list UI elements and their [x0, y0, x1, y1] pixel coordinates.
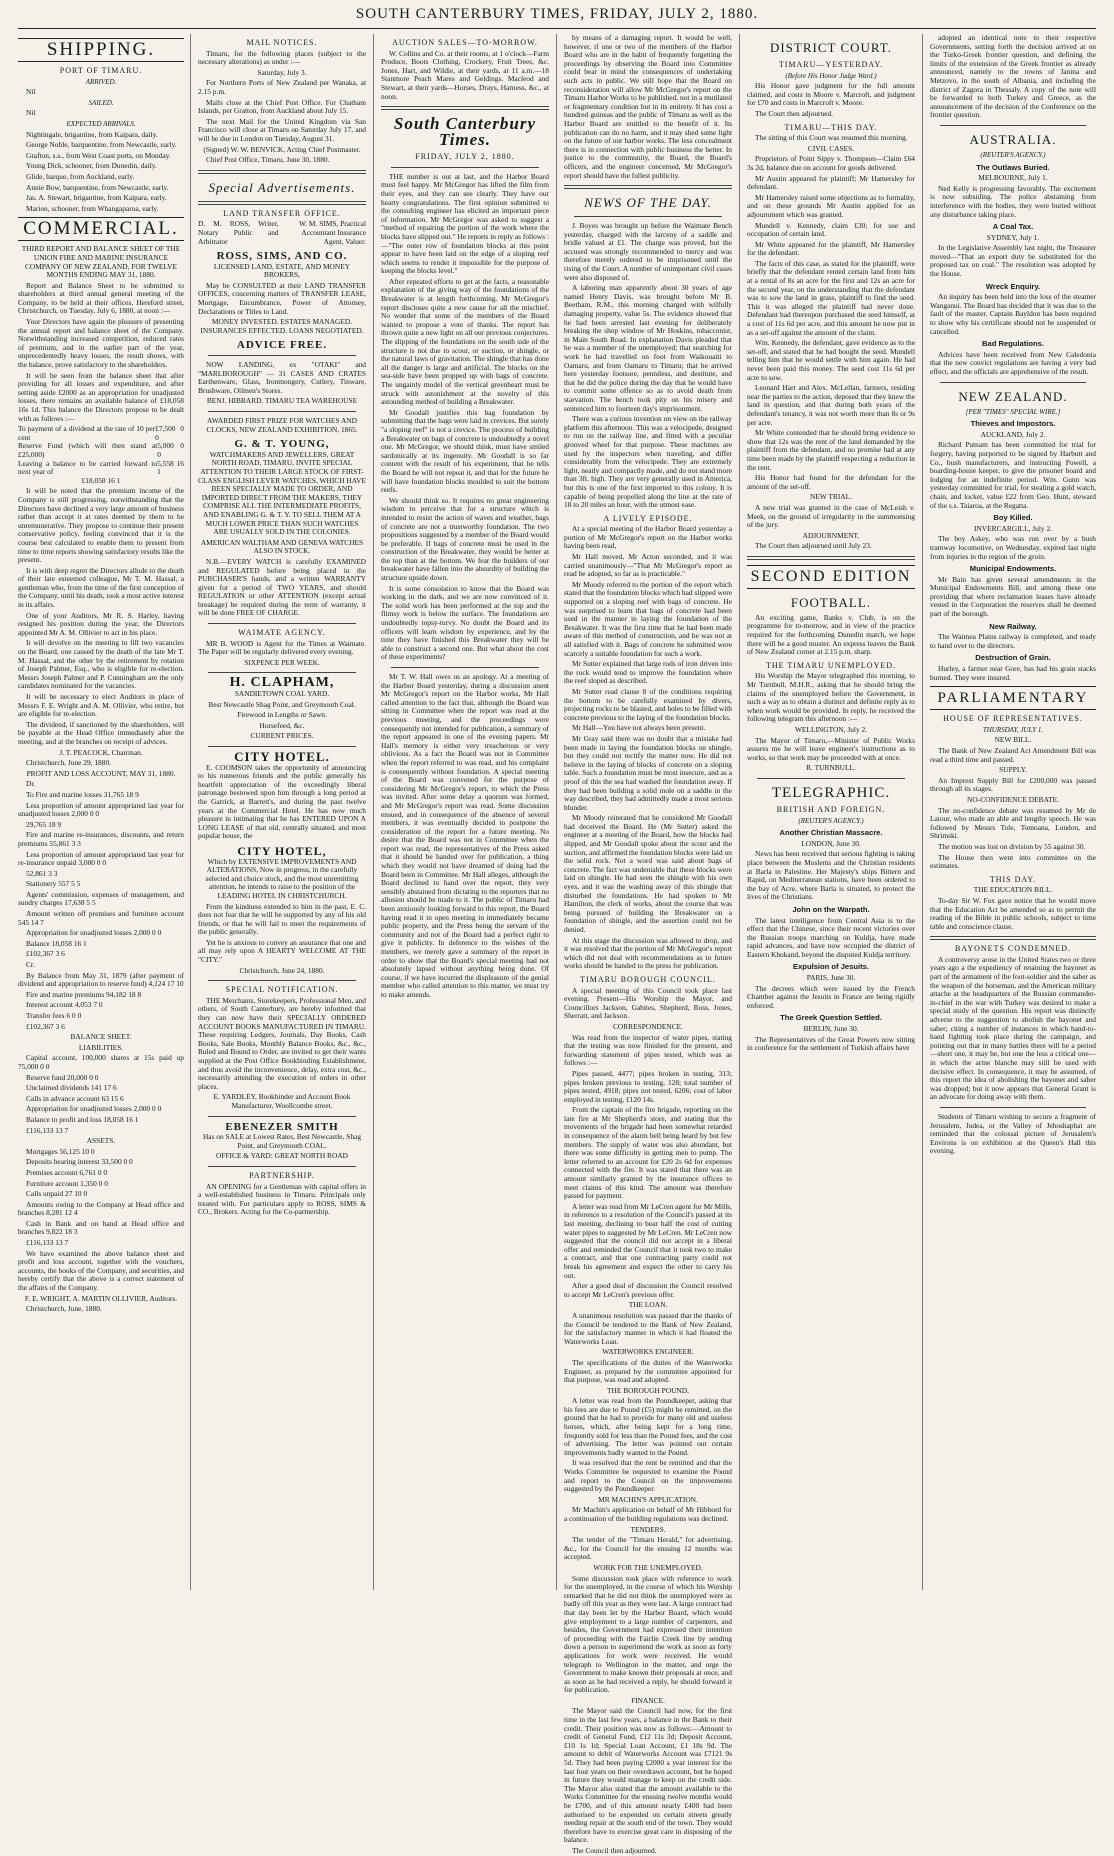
lively-item: Mr Hall moved, Mr Acton seconded, and it was carried unanimously—"That Mr McGregor's report as read be adopted, so far as is practicable."	[564, 552, 732, 579]
mail-line: Saturday, July 3.	[257, 67, 307, 77]
coal-tax-heading: A Coal Tax.	[992, 222, 1034, 232]
council-item: The Council then adjourned.	[572, 1845, 657, 1855]
adjournment-label: ADJOURNMENT.	[802, 530, 860, 540]
port-heading: PORT OF TIMARU.	[59, 66, 143, 75]
this-day-heading: THIS DAY.	[989, 874, 1037, 884]
thieves-heading: Thieves and Impostors.	[970, 419, 1056, 429]
mail-heading: MAIL NOTICES.	[246, 38, 318, 47]
divider	[391, 667, 539, 668]
smith-text: Has on SALE at Lowest Rates, Best Newcastle, Shag Point, and Greymouth COAL.	[202, 1132, 362, 1150]
bayonets-heading: BAYONETS CONDEMNED.	[954, 944, 1072, 954]
liab-line: Unclaimed dividends 141 17 6	[26, 1083, 117, 1093]
new-zealand-heading: NEW ZEALAND.	[958, 388, 1068, 404]
report-title: THIRD REPORT AND BALANCE SHEET OF THE UNION FIRE AND MARINE INSURANCE COMPANY OF NEW ZEALAND, FOR TWELVE MONTHS ENDING MAY 31, 1880.	[21, 244, 181, 280]
civil-item: The facts of this case, as stated for the plaintiff, were briefly that the defendant rented certain land from him at a rental of 8s an acre for the first and 12s an acre for the second year, on the understanding that the defendant was to sow the land in grass, plaintiff to find the seed. This it was alleged the plaintiff had never done. Defendant had thereupon purchased the seed himself, at a cost of 11s 6d per acre, and this amount he now put in as a set-off against the amount of the claim.	[747, 258, 915, 337]
liabilities-label: LIABILITIES.	[78, 1042, 124, 1052]
auction-text: W. Collins and Co. at their rooms, at 1 o'clock—Farm Produce, Boots Clothing, Crockery, Fruit Trees, &c. Jones, Hart, and Wildie, at their yards, at 11 a.m.—18 Stanmore Peach Mares and Geldings. Macleod and Stewart, at their yards—Horses, Drays, Harness, &c., at noon.	[381, 48, 549, 101]
council-item: The specifications of the duties of the Waterworks Engineer, as prepared by the committee appointed for that purpose, was read and adopted.	[564, 1357, 732, 1385]
lively-item: Mr Sutter read clause 8 of the conditions requiring the bottom to be carefully examined by divers, projecting rocks to be blasted, and holes to be filled with concrete previous to the laying of the foundation blocks.	[564, 686, 732, 722]
municipal-heading: Municipal Endowments.	[969, 564, 1057, 574]
civil-item: His Honor had found for the defendant for the amount of the set-off.	[747, 473, 915, 491]
adjournment-text: The Court then adjourned until July 23.	[755, 541, 872, 551]
city-text: From the kindness extended to him in the past, E. C. does not fear that he will be supported by any of his old friends, or that he will fail to meet the requirements of the public generally.	[198, 901, 366, 937]
divider	[208, 746, 356, 747]
railway-text: The Waimea Plains railway is completed, and ready to hand over to the directors.	[930, 632, 1096, 650]
mail-line: (Signed) W. W. BENVICK, Acting Chief Postmaster.	[203, 144, 361, 154]
auditors-note: We have examined the above balance sheet and profit and loss account, together with the vouchers, accounts, the books of the Company, and securities, and hereby certify that the above is a correct statement of the affairs of the Company.	[18, 1248, 184, 1293]
coal-text: In the Legislative Assembly last night, the Treasurer moved—"That an export duty be substituted for the proposed tax on coal." The resolution was adopted by the House.	[930, 243, 1096, 279]
dateline: BERLIN, June 30.	[803, 1024, 859, 1034]
lively-item: Mr Sutter explained that large rods of iron driven into the rock would tend to improve the foundation where the reef sloped as described.	[564, 659, 732, 686]
civil-item: Mr White contended that he should bring evidence to show that 12s was the rent of the land demanded by the plaintiff from the defendant, and no promise had at any time been made by the plaintiff respecting a reduction in the rent.	[747, 428, 915, 472]
pl-line: Fire and marine re-insurances, discounts, and return premiums 55,861 3 3	[18, 830, 184, 848]
clapham-title: H. CLAPHAM,	[229, 675, 335, 691]
council-sub: WATERWORKS ENGINEER.	[602, 1347, 694, 1357]
asset-line: Furniture account 1,350 0 0	[26, 1178, 108, 1188]
city-hotel-title-2: CITY HOTEL,	[237, 843, 327, 858]
court-item: The Court then adjourned.	[755, 108, 833, 118]
boy-killed-heading: Boy Killed.	[993, 513, 1033, 523]
column-2	[198, 34, 366, 1594]
commercial-heading: COMMERCIAL.	[18, 217, 184, 241]
municipal-text: Mr Bain has given several amendments in the Municipal Endowments Bill, and among these one providing that where reclamation leases have already vested in the Corporation the reserves shall be deemed part of the borough.	[930, 574, 1096, 619]
ledger-line: To payment of a dividend at the rate of 10 per cent £7,500 0 0	[18, 424, 184, 442]
clapham-text: Best Newcastle Shag Point, and Greymouth Coal.	[208, 699, 356, 709]
editorial-paragraph: THE number is out at last, and the Harbor Board must feel happy. Mr McGregor has lifted the film from their eyes, and they can see clearly. They have our hearty congratulations. The first opinion submitted to the consulting engineer has elicited an important piece of information. Mr McGregor was asked to suggest a "method of repairing the portion of the work where the blocks have slipped out." He reports in reply as follows :—"The outer row of foundation blocks at this point appear to have been laid on the edge of a sloping reef which seems to render it impossible for the purpose of keeping the blocks level."	[381, 171, 549, 276]
mail-line: Mails close at the Chief Post Office. For Chatham Islands, per Gratton, from Auckland about July 15.	[198, 97, 366, 116]
paper-title: South Canterbury Times.	[393, 114, 537, 150]
parliamentary-heading: PARLIAMENTARY	[930, 686, 1096, 710]
divider	[208, 355, 356, 356]
lively-heading: A LIVELY EPISODE.	[603, 513, 693, 523]
parl-text: The motion was lost on division by 55 against 30.	[938, 841, 1086, 851]
dateline: SYDNEY, July 1.	[986, 232, 1040, 242]
council-sub: CORRESPONDENCE.	[612, 1021, 684, 1031]
pl-title: PROFIT AND LOSS ACCOUNT, MAY 31, 1880.	[26, 768, 176, 778]
bayonets-text: A controversy arose in the United States two or three years ago a the expediency of retaining the bayonet as part of the armament of the foot-soldier and the saber as the weapon of the horseman, and the American military attache at the headquarters of the Russian commander-in-chief in the war with Turkey was desired to make a special study of the question. His report was distinctly adverse to the suggestion to abolish the bayonet and saber; citing a number of instances in which hand-to-hand fighting took place during the campaign, and pointing out that in many battles there will be a period—short one, it may be, but one the less a critical one—in which the arme blanche may still be used with decisive effect. In consequence, it may be assumed, of this report the idea of abolishing the bayonet and saber was dropped; but it now appears that General Grant is an advocate for doing away with them.	[930, 954, 1096, 1102]
firewood: Firewood in Lengths or Sawn.	[237, 710, 327, 720]
news-item: There was a curious invention on view on the railway platform this afternoon. This was a velocipede, designed to run on the railway line, and fitted with a peculiar grooved wheel for that purpose. These machines are used by the inspectors when traveling, and differ considerably from the velocipede. They are extremely light, neatly and compactly made, and do not stand more than 3ft. high. They are very generally used in America, but this is one of the first imported to this colony. It is capable of being propelled along the line at the rate of 18 to 20 miles an hour, with the utmost ease.	[564, 414, 732, 510]
auction-heading: AUCTION SALES—TO-MORROW.	[392, 38, 538, 47]
ledger-line: Reserve Fund (which will then stand at £25,000) 5,000 0 0	[18, 441, 184, 459]
unemployed-text: WELLINGTON, July 2.	[794, 725, 868, 734]
british-foreign-heading: BRITISH AND FOREIGN.	[776, 804, 886, 814]
asset-line: Premises account 6,761 0 0	[26, 1167, 108, 1177]
parl-text: An Imprest Supply Bill for £200,000 was passed through all its stages.	[930, 775, 1096, 794]
ross-partners: D. M. ROSS, Writer, Notary Public and Arbitrator W. M. SIMS, Practical Accountant Insurance Agent, Valuer.	[198, 219, 366, 246]
report-paragraph: One of your Auditors, Mr R. S. Harley, having resigned his position during the year, the Directors appointed Mr A. M. Ollivier to act in his place.	[18, 610, 184, 637]
civil-item: Leonard Hart and Alex. McLellan, farmers, residing near the parties to the action, deposed that they knew the land in question, and that during both years of the defendant's tenancy, it was not worth more than 8s or 9s per acre.	[747, 383, 915, 427]
arrival-item: George Noble, barquentine, from Newcastle, early.	[26, 140, 177, 150]
column-6	[930, 34, 1096, 1594]
hall-remark: Mr Hall—You have not always been present.	[572, 723, 706, 733]
chairman-sign: J. T. PEACOCK, Chairman.	[59, 747, 143, 757]
parl-text: The Bank of New Zealand Act Amendment Bill was read a third time and passed.	[930, 746, 1096, 764]
divider	[198, 201, 366, 205]
jesuits-text: The decrees which were issued by the French Chamber against the Jesuits in France are being rigidly enforced.	[747, 983, 915, 1010]
cr-line: Transfer fees 6 0 0	[26, 1011, 82, 1020]
divider	[208, 980, 356, 981]
grain-heading: Destruction of Grain.	[975, 653, 1051, 663]
liab-line: Balance to profit and loss 18,058 16 1	[26, 1114, 139, 1124]
divider	[747, 556, 915, 560]
smith-title: EBENEZER SMITH	[225, 1120, 339, 1133]
civil-cases-label: CIVIL CASES.	[807, 143, 855, 153]
council-sub: FINANCE.	[631, 1695, 665, 1705]
arrival-item: Glide, barque, from Auckland, early.	[26, 171, 135, 181]
unemployed-text: His Worship the Mayor telegraphed this morning, to Mr Turnbull, M.H.R., asking that he should bring the claims of the unemployed before the Government, in such a way as to obtain a distinct and definite reply as to when work would be provided. In reply, he received the following telegram this afternoon :—	[747, 671, 915, 724]
council-sub: TENDERS.	[630, 1524, 666, 1534]
grain-text: Hurley, a farmer near Gore, has had his grain stacks burned. They were insured.	[930, 664, 1096, 682]
cr-line: Fire and marine premiums 94,182 18 8	[26, 989, 142, 999]
unemployed-heading: THE TIMARU UNEMPLOYED.	[765, 660, 897, 670]
bad-regulations-heading: Bad Regulations.	[981, 339, 1045, 349]
sailed-nil: Nil	[26, 108, 36, 118]
divider	[208, 1116, 356, 1117]
australia-heading: AUSTRALIA.	[969, 131, 1057, 147]
council-item: A letter was read from the Poundkeeper, asking that his fees are due to Pound (£5) might be remitted, on the ground that he had to provide for many old and useless horses, which, after being kept for a long time, frequently sold for less than the Pound fees, and the cost of advertising. The letter was pointed out certain improvements badly wanted to the Pound.	[564, 1396, 732, 1457]
ross-foot: MONEY INVESTED. ESTATES MANAGED. INSURANCES EFFECTED. LOANS NEGOTIATED.	[200, 317, 364, 335]
masthead-rule	[18, 28, 1096, 29]
new-trial-text: A new trial was granted in the case of McLeish v. Meek, on the ground of irregularity in the summonsing of the jury.	[747, 502, 915, 530]
reuter-label: (REUTER'S AGENCY.)	[980, 150, 1046, 159]
arrival-item: Grafton, s.s., from West Coast ports, on Monday.	[26, 150, 171, 160]
civil-item: Mr White appeared for the plaintiff, Mr Hamersley for the defendant.	[747, 239, 915, 258]
unemployed-text: R. TURNBULL.	[806, 763, 856, 773]
editorial-paragraph: We should think so. It requires no great engineering wisdom to perceive that for a structure which is intended to resist the action of waves and weather, bags of concrete are not a trustworthy foundation. The two propositions suggested by a member of the Board would be preferable. If bags of concrete must be used in the construction of the Breakwater, they would be better at the top than at the bottom. We fear the builders of our breakwater have fallen into the absurdity of building the structure upside down.	[381, 495, 549, 583]
arrived-label: ARRIVED.	[85, 77, 117, 86]
council-sub: WORK FOR THE UNEMPLOYED.	[593, 1562, 703, 1572]
divider	[940, 382, 1086, 383]
awarded-ad: AWARDED FIRST PRIZE FOR WATCHES AND CLOCKS, NEW ZEALAND EXHIBITION, 1865.	[206, 416, 358, 434]
arrived-nil: Nil	[26, 87, 36, 97]
divider	[757, 778, 905, 779]
column-rule	[373, 34, 374, 1590]
pl-line: £102,367 3 6	[26, 949, 65, 959]
dateline: LONDON, June 30.	[801, 838, 861, 848]
section-label: SUPPLY.	[999, 765, 1027, 775]
wreck-text: An inquiry has been held into the loss of the steamer Wanganui. The Board has decided that it was due to the fault of the master. Captain Bayldon has been required to show why his certificate should not be suspended or cancelled.	[930, 292, 1096, 336]
asset-line: Deposits bearing interest 33,500 0 0	[26, 1157, 133, 1167]
editorial-continued: by means of a damaging report. It would be well, however, if one or two of the members of the Harbor Board who are in the habit of frequently forgetting the proceedings by observing the Board into Committee could bear in mind the consequences of undertaking such acts in public. We still hope that the Board on reconsideration will allow Mr McGregor's report on the Timaru Harbor Works to be published, not in a mutilated or fragmentary condition but in its entirety. It has cost a hundred guineas and the public of Timaru as well as the Harbor Board are entitled to the benefit of it. Its publication can do no harm, and it may shed some light on the future of our harbor works. The less concealment there is in connection with public business the better. In justice to the community, the Board, the Board's officers, and the engineer concerned, Mr McGregor's report should have the fullest publicity.	[564, 33, 732, 180]
ledger-line: Leaving a balance to be carried forward to next year of 5,558 16 1	[18, 458, 184, 477]
editorial-paragraph: After repeated efforts to get at the facts, a reasonable explanation of the giving way of the foundations of the Breakwater is at length forthcoming. Mr McGregor's report discloses quite a new cause for all the mischief. No wonder that some of the members of the Board wanted to propose a vote of thanks. The report has thrown quite a new light on all our previous conjectures. The slipping of the foundations on the south side of the structure is not due to scour, or suction, or shingle, or the natural laws of gravitation. The shingle that has done all the danger is large and artificial. The blocks on the sea-side have been propped up with bags of concrete. The ungainly model of the vertical greenheart must be struck with astonishment at the novelty of this astounding method of building a Breakwater.	[381, 276, 549, 407]
arrival-item: Nightingale, brigantine, from Kaipara, daily.	[26, 129, 158, 139]
second-edition-heading: SECOND EDITION	[747, 565, 915, 589]
wreck-heading: Wreck Enquiry.	[985, 281, 1041, 291]
railway-heading: New Railway.	[989, 621, 1037, 631]
lively-item: At a special meeting of the Harbor Board yesterday a portion of Mr McGregor's report on the Harbor works having been read,	[564, 524, 732, 551]
dateline: MELBOURNE, July 1.	[978, 173, 1048, 183]
paper-dateline: FRIDAY, JULY 2, 1880.	[415, 152, 515, 162]
news-item: J. Boyes was brought up before the Waimate Bench yesterday, charged with the larceny of a saddle and bridle valued at £1. The charge was proved, but the accused was strongly recommended to mercy and was therefore merely ordered to be imprisoned until the rising of the Court. A number of unimportant civil cases were also disposed of.	[564, 221, 732, 282]
yardley-sign: E. YARDLEY, Bookbinder and Account Book Manufacturer, Woollcombe street.	[213, 1092, 351, 1110]
smith-office: OFFICE & YARD: GREAT NORTH ROAD	[216, 1151, 348, 1161]
auditors-sign: F. E. WRIGHT, A. MARTIN OLLIVIER, Auditors.	[24, 1293, 178, 1303]
report-paragraph: It is with deep regret the Directors allude to the death of their late esteemed colleague, Mr T. M. Hassal, a gentleman who, from the time of the first conception of the Company, until his death, took a most active interest in its affairs.	[18, 565, 184, 610]
report-paragraph: It will be necessary to elect Auditors in place of Messrs F. E. Wright and A. M. Ollivier, who retire, but are eligible for re-election.	[18, 692, 184, 719]
civil-item: Mr Hamersley raised some objections as to formality, and on these grounds Mr Austin applied for an adjournment which was granted.	[747, 192, 915, 219]
council-sub: MR MACHIN'S APPLICATION.	[598, 1494, 698, 1504]
parl-text: The no-confidence debate was resumed by Mr de Latour, who made an able and lengthy speech. He was followed by Messrs Tole, Tomoana, Lundon, and Shrimski.	[930, 805, 1096, 841]
city-text: Yet he is anxious to convey an assurance that one and all may rely upon A HEARTY WELCOME AT THE "CITY."	[198, 937, 366, 965]
news-item: A laboring man apparently about 30 years of age named Henry Davis, was brought before Mr B. Beetham, R.M., this morning charged with wilfully damaging property, value 5s. The evidence showed that he had been arrested last evening for deliberately breaking the shop window of Mr Hoskins, tobacconist, in Main South Road. In explanation Davis pleaded that he was a member of the unemployed; that searching for work he had travelled on foot from Waikouaiti to Oamaru, and from Oamaru to Timaru; that he arrived here yesterday footsore, penniless, and destitute, and that he did the police during the day that he would have to commit some offence so as to avoid death from starvation. The bench took pity on his misery and sentenced him to fourteen day's imprisonment.	[564, 283, 732, 413]
jerusalem-notice: Students of Timaru wishing to secure a fragment of Jerusalem, Judea, or the Valley of Jehoshaphat are reminded that the colossal picture of Jerusalem's Environs is on exhibition at the Queen's Hall this evening.	[930, 1111, 1096, 1156]
mail-line: For Northern Ports of New Zealand per Wanaka, at 2.15 p.m.	[198, 78, 366, 96]
ross-sims-title: ROSS, SIMS, AND CO.	[216, 250, 348, 263]
report-paragraph: Your Directors have again the pleasure of presenting the annual report and balance sheet of the Company. Notwithstanding increased competition, reduced rates of premium, and in the earlier part of the year, unprecedentedly heavy losses, the result shows, with the balance, prove satisfactory to the shareholders.	[18, 317, 184, 370]
pl-line: Dr.	[26, 779, 36, 789]
editorial-paragraph: It is some consolation to know that the Board was working in the dark, and we are now convinced of it. The solid work has been performed at the top and the flimsy work is below the surface. The foundations are undoubtedly topsy-turvy. No doubt the Board and its officers will learn wisdom by experience, and by the time they have finished this Breakwater they will be able to construct a second one. But what about the cost of these experiments?	[381, 583, 549, 662]
pl-line: Stationery 557 5 5	[26, 879, 81, 889]
section-label: NO-CONFIDENCE DEBATE.	[967, 794, 1059, 804]
expected-label: EXPECTED ARRIVALS.	[66, 119, 136, 128]
court-item: The sitting of this Court was resumed this morning.	[755, 133, 908, 143]
divider	[208, 411, 356, 412]
mail-line: Timaru, for the following places (subject to the necessary alterations) as under :—	[198, 48, 366, 67]
civil-item: Mr Austin appeared for plaintiff; Mr Hamersley for defendant.	[747, 173, 915, 192]
football-heading: FOOTBALL.	[790, 594, 872, 610]
outlaws-text: Ned Kelly is progressing favorably. The excitement is now subsiding. The police abstaining from interference with the bodies, they were buried without any disturbance taking place.	[930, 183, 1096, 219]
timaru-this-day: TIMARU—THIS DAY.	[784, 122, 878, 132]
pl-line: Less proportion of amount appropriated last year for unadjusted losses 2,000 0 0	[18, 800, 184, 819]
report-paragraph: Mr Moody reiterated that he considered Mr Goodall had deceived the Board. He (Mr Sutter) asked the engineer at a meeting of the Board, how the blocks had slipped, and Mr Goodall spoke about the scour and the suction, and affirmed the foundation blocks were laid on the solid rock. Not a word was said about bags of concrete. The fact was undeniable that these blocks were laid on shingle. He had seen the shingle with his own eyes, and it was the washing away of this shingle that disturbed the foundations. He had spoken to Mr Hamilton, the clerk of works, about the course that was being pursued of building the Breakwater on a foundation of shingle, and the assertion could not be denied.	[564, 813, 732, 934]
outlaws-heading: The Outlaws Buried.	[976, 162, 1050, 172]
council-item: A special meeting of this Council took place last evening. Present—His Worship the Mayor, and Councillors Jackson, Gabites, Shepherd, Ross, Jones, Sherratt, and Jackson.	[564, 985, 732, 1021]
unemployed-text: The Mayor of Timaru,—Minister of Public Works assures me he will leave engineer's instructions as to works, so that work may be proceeded with at once.	[747, 735, 915, 762]
masthead: SOUTH CANTERBURY TIMES, FRIDAY, JULY 2, 1880.	[355, 6, 759, 22]
partnership-text: AN OPENING for a Gentleman with capital offers in a well-established business in Timaru. Principals only treated with. For particulars apply to ROSS, SIMS & CO., Brokers. Acting for the Co-partnership.	[198, 1181, 366, 1217]
civil-item: Mundell v. Kennedy, claim £30; for use and occupation of certain land.	[747, 220, 915, 239]
horsefeed: Horsefeed, &c.	[259, 720, 305, 730]
reuter-label: (REUTER'S AGENCY.)	[798, 816, 864, 825]
young-text: WATCHMAKERS AND JEWELLERS, GREAT NORTH ROAD, TIMARU, INVITE SPECIAL ATTENTION TO THEIR LARGE STOCK OF FIRST-CLASS ENGLISH LEVER WATCHES, WHICH HAVE BEEN SPECIALLY MADE TO ORDER, AND IMPORTED DIRECT FROM THE MAKERS, THEY COMPRISE ALL THE INTERMEDIATE PROFITS, AND ENABLING G. & T. Y. TO SELL THEM AT A MUCH LOWER PRICE THAN SUCH WATCHES ARE USUALLY SOLD IN THE COLONIES.	[198, 449, 366, 537]
american-watches: AMERICAN WALTHAM AND GENEVA WATCHES ALSO IN STOCK.	[200, 537, 364, 556]
assets-label: ASSETS.	[86, 1136, 116, 1146]
arrival-item: Annie Bow, barquentine, from Newcastle, early.	[26, 182, 169, 192]
pl-line: To Fire and marine losses 31,765 18 9	[26, 789, 139, 799]
section-label: THE EDUCATION BILL.	[973, 885, 1053, 895]
pl-line: 52,861 3 3	[26, 868, 58, 878]
dateline: AUCKLAND, July 2.	[980, 429, 1046, 439]
massacre-text: News has been received that serious fighting is taking place between the Moslems and the Christian residents at Barla in Palestine. Her Majesty's ships Bittern and Rapid, on Mediterranean stations, have been ordered to the bay of Acre, where Barla is situated, to protect the lives of the Christians.	[747, 849, 915, 902]
cr-line: By Balance from May 31, 1879 (after payment of dividend and appropriation to reserve fund) 4,124 17 10	[18, 970, 184, 989]
column-3	[381, 34, 549, 1594]
divider	[930, 936, 1096, 940]
killed-text: The boy Askey, who was run over by a bush tramway locomotive, on Wednesday, expired last night from injuries in the region of the groin.	[930, 534, 1096, 561]
cr-line: Cr.	[26, 960, 35, 970]
thieves-text: Richard Putnam has been committed for trial for forgery, having purported to be signed by Harbutt and Co., bush manufacturers, and instructing Powell, a boarding-house keeper, to give the prisoner board and lodging for an indefinite period. Wm. Gunn was yesterday committed for trial, for stealing a gold watch, chain, and locket, value £22 from Geo. Hunt, steward of the s.s. Taiaroa, at the Regatta.	[930, 440, 1096, 510]
parl-text: The House then went into committee on the estimates.	[930, 852, 1096, 871]
land-transfer-heading: LAND TRANSFER OFFICE.	[223, 208, 341, 218]
sixpence: SIXPENCE PER WEEK.	[244, 657, 320, 667]
current-prices: CURRENT PRICES.	[250, 731, 314, 741]
civil-item: Proprietors of Point Sippy v. Thompson—Claim £64 3s 2d, balance due on account for goods delivered.	[747, 154, 915, 172]
report-paragraph: At this stage the discussion was allowed to drop, and it was resolved that the portion of Mr McGregor's report which did not deal with recommendations as to future works should be handed to the press for publication.	[564, 935, 732, 971]
warpath-heading: John on the Warpath.	[792, 904, 870, 914]
greek-text: The Representatives of the Great Powers now sitting in conference for the settlement of Turkish affairs have	[747, 1034, 915, 1053]
divider	[208, 1166, 356, 1167]
liab-line: Reserve fund 20,000 0 0	[26, 1072, 99, 1082]
shipping-heading: SHIPPING.	[18, 38, 184, 62]
column-5	[747, 34, 915, 1594]
balance-sheet-title: BALANCE SHEET.	[70, 1032, 132, 1042]
report-paragraph: Report and Balance Sheet to be submitted to shareholders at third annual general meeting of the Company, to be held at their offices, Hereford street, Christchurch, on Tuesday, July 6, 1880, at noon :—	[18, 280, 184, 316]
report-paragraph: It will be seen from the balance sheet that after providing for all losses and expenditure, and after setting aside £2000 as an appropriation for unadjusted losses, there remains an available balance of £18,058 16s 1d. This balance the Directors propose to be dealt with as follows :—	[18, 370, 184, 423]
asset-line: Mortgages 56,125 10 0	[26, 1146, 95, 1156]
partnership-heading: PARTNERSHIP.	[249, 1170, 315, 1180]
special-notification-heading: SPECIAL NOTIFICATION.	[225, 985, 339, 995]
young-nb: N.B.—EVERY WATCH is carefully EXAMINED and REGULATED before being placed in the PURCHASER'S hands, and a written WARRANTY given for a period of TWO YEARS, and should REGULATION or other ATTENTION (except actual breakage) be required during the term of warranty, it will be done FREE OF CHARGE.	[198, 556, 366, 618]
council-item: The tender of the "Timaru Herald," for advertising, &c., for the Council for the ensuing 12 months was accepted.	[564, 1535, 732, 1562]
warpath-text: The latest intelligence from Central Asia is to the effect that the Chinese, since their recent victories over the Russian troops marching on Kuldja, have made rapid advances, and have now occupied the district of Eastern Khokand, beyond the disputed Kuldja territory.	[747, 915, 915, 959]
council-sub: THE LOAN.	[628, 1300, 668, 1310]
asset-line: £116,133 13 7	[26, 1238, 69, 1248]
liab-line: Calls in advance account 63 15 6	[26, 1093, 124, 1103]
pl-line: Amount written off premises and furniture account 545 14 7	[18, 909, 184, 927]
ross-sub: LICENSED LAND, ESTATE, AND MONEY BROKERS,	[213, 261, 351, 280]
dateline: INVERCARGILL, July 2.	[973, 523, 1052, 533]
cr-line: £102,367 3 6	[26, 1021, 65, 1031]
greek-continued: adopted an identical note to their respective Governments, setting forth the decision arrived at on the Turko-Greek frontier question, and defining the limits of the extension of the Greek frontier as already announced, namely to the towns of Janina and Metzovo, in the south of Albania, and including the district of Zagora in Thessaly. A copy of the note will be forwarded to both Turkey and Greece, as the announcement of the decision of the Conference on the frontier question.	[930, 33, 1096, 120]
column-rule	[190, 34, 191, 1590]
column-1	[18, 34, 184, 1594]
divider	[391, 167, 539, 168]
mail-line: The next Mail for the United Kingdom via San Francisco will close at Timaru on Saturday July 17, and will be due in London on Tuesday, August 31.	[198, 116, 366, 143]
council-item: Pipes passed, 4477; pipes broken in testing, 313; pipes broken previous to testing, 128; total number of pipes tested, 4918; pipes not tested, 6206; cost of labor employed in testing, £120 14s.	[564, 1068, 732, 1104]
asset-line: Cash in Bank and on hand at Head office and branches 9,822 18 3	[18, 1218, 184, 1237]
civil-item: Wm. Kennedy, the defendant, gave evidence as to the set-off, and stated that he had bought the seed. Mundell telling him that he would settle with him again. He had never been paid this money. The seed cost 11s 6d per acre to sow.	[747, 338, 915, 382]
arrival-item: Marion, schooner, from Whangaparoa, early.	[26, 203, 159, 213]
divider	[208, 672, 356, 673]
divider	[940, 1107, 1086, 1108]
pl-line: Appropriation for unadjusted losses 2,000 0 0	[26, 928, 162, 938]
hibbard-sign: BENJ. HIBBARD. TIMARU TEA WAREHOUSE	[206, 396, 358, 406]
advice-free: ADVICE FREE.	[236, 339, 328, 352]
waimate-heading: WAIMATE AGENCY.	[238, 628, 326, 638]
house-heading: HOUSE OF REPRESENTATIVES.	[943, 714, 1083, 724]
gray-remark: Mr Gray said there was no doubt that a mistake had been made in laying the foundation blocks on shingle, but they could not rectify the matter now. He did not believe in the laying of blocks of concrete on a sloping table. Such a foundation must be most insecure, and as a proof of this the sea had washed the foundation away. If they had been building a solid mole on a saddle in the way described, they had admittedly made a most serious blunder.	[564, 733, 732, 812]
council-item: From the captain of the fire brigade, reporting on the late fire at Mr Shepherd's store, and stating that the movements of the brigade had been somewhat retarded in consequence of the alarm bell being heard by but few members. The supply of water was also abundant, but there was some difficulty in getting men to pump. The letter referred to an account for £20 2s 6d for expenses connected with the fire. It was stated that there was an amount similarly granted by the insurance offices to meet claims of this kind. The amount was therefore passed for payment.	[564, 1105, 732, 1201]
divider	[564, 185, 732, 189]
divider	[208, 623, 356, 624]
arrival-item: Jas. A. Stewart, brigantine, from Kaipara, early.	[26, 193, 167, 203]
liab-line: £116,133 13 7	[26, 1125, 69, 1135]
divider	[940, 125, 1086, 126]
column-rule	[922, 34, 923, 1590]
massacre-heading: Another Christian Massacre.	[779, 828, 883, 838]
before-judge: (Before His Honor Judge Ward.)	[785, 71, 877, 80]
young-title: G. & T. YOUNG,	[234, 438, 330, 451]
hall-paragraph: Mr T. W. Hall owes us an apology. At a meeting of the Harbor Board yesterday, during a discussion anent Mr McGregor's report on the Harbor works, Mr Hall called attention to the fact that, although the Board was sitting in Committee when the report was read at the previous meeting, and the proceedings were consequently not intended for publication, a summary of the report appeared in one of the evening papers. Mr Hall's memory is either very treacherous or very oblivious. As a fact the Board was not in Committee when the report referred to was read, and his complaint is consequently without foundation. A special meeting of the Board was convened for the purpose of considering Mr McGregor's report, to which the Press was invited. After some delay a quorum was formed, and Mr McGregor's report was read. Some discussion ensued, and in consequence of the absence of several members, it was eventually decided to postpone the consideration of the report for a future meeting. No desire that the Board was not in Committee when the report was read, the representatives of the Press asked that it should be handed over for publication, a thing which they would not have dreamed of doing had the Board been in Committee. Mr Hall alleges, although the Board declined to hand over the report, they very sensibly abstained from dictating to the reporters that no allusion should be made to it. The public of Timaru had been anxiously looking forward to this report, the Board having read it in open meeting in immediately became public property, and the Press being the servant of the community and not of the Board had a perfect right to give it publicity. In deference to the wishes of the members, we merely gave a summary of the report in order to show that the Board's special meeting had not absolutely lapsed without anything being done. Of course, if we have incurred the displeasure of the genial member who called attention to this matter, we must try to make amends.	[381, 672, 549, 999]
special-ads-heading: Special Advertisements.	[208, 179, 356, 195]
pl-line: Less proportion of amount appropriated last year for re-insurance unpaid 3,000 0 0	[18, 849, 184, 868]
report-paragraph: It will devolve on the meeting to fill two vacancies on the Board, one caused by the death of the late Mr T. M. Hassal, and the other by the retirement by rotation of Joseph Palmer, Esq., who is eligible for re-election. Messrs Joseph Palmer and P. Cunningham are the only candidates nominated for the vacancies.	[18, 638, 184, 691]
mail-line: Chief Post Office, Timaru, June 30, 1880.	[206, 155, 330, 165]
clapham-sub: SANDIETOWN COAL YARD.	[234, 689, 330, 699]
new-trial-label: NEW TRIAL.	[809, 492, 852, 502]
council-item: Some discussion took place with reference to work for the unemployed, in the course of which his Worship remarked that he did not think the unemployed were as badly off this year as they were last. A large contract had that day been let by the Harbor Board, which would give employment to a large number of carpenters, and besides, the Government had expressed their intention of proceeding with the Fairlie Creek line by sending down a person to superintend the work as soon as forty applications for work were received. He would telegraph to Wellington in the matter, and urge the Government to make known their proposals at once, and as soon as he had received a reply, he should forward it for publication.	[564, 1573, 732, 1695]
special-wire-label: [PER "TIMES" SPECIAL WIRE.]	[965, 407, 1061, 416]
editorial-paragraph: Mr Goodall justifies this bag foundation by submitting that the bags were laid in crevices. But surely "a sloping reef" is not a crevice. The process of building a Breakwater on bags of concrete is undoubtedly a novel one. Mr McGregor, we should think, must have smiled sardonically at its ingenuity. Mr Goodall is so far content with the result of his experiment, that he tells the Board he will not repeat it, and that for the future he will have foundation blocks moulded to suit the bottom reefs.	[381, 407, 549, 495]
asset-line: Calls unpaid 27 10 0	[26, 1189, 88, 1199]
divider	[574, 216, 722, 217]
council-item: Was read from the inspector of water pipes, stating that the testing was now finished for the present, and forwarding statement of pipes tested, which was as follows :—	[564, 1032, 732, 1068]
bad-text: Advices have been received from New Caledonia that the new convict regulations are having a very bad effect, and the officials are apprehensive of the result.	[930, 349, 1096, 376]
report-paragraph: It will be noted that the premium income of the Company is still progressing, notwithstanding that the Directors have declined a very large amount of business rather than accept it at rates deemed by them to be unremunerative. They propose to continue their present conservative policy, feeling convinced that it is the course best calculated to enable them to present from time to time reports showing satisfactory results like the present.	[18, 486, 184, 565]
cr-line: Interest account 4,053 7 0	[26, 1000, 103, 1010]
column-4	[564, 33, 732, 1855]
city-hotel-title: CITY HOTEL.	[234, 749, 330, 764]
divider	[381, 106, 549, 110]
report-date: Christchurch, June, 1880.	[26, 1304, 102, 1314]
arrival-item: Young Dick, schooner, from Dunedin, daily.	[26, 161, 157, 171]
asset-line: Amounts owing to the Company at Head office and branches 8,281 12 4	[18, 1199, 184, 1218]
wood-ad: MR B. WOOD is Agent for the Times at Waimate. The Paper will be regularly delivered every evening.	[198, 638, 366, 657]
pl-line: Agents' commission, expenses of management, and sundry charges 17,638 5 5	[18, 889, 184, 908]
football-text: An exciting game, Banks v. Club, is on the programme for to-morrow, and in view of the practice required for the forthcoming Dunedin match, we hope there will be a good muster. An express leaves the Bank of New Zealand corner at 2.15 p.m. sharp.	[747, 612, 915, 657]
timaru-yesterday: TIMARU—YESTERDAY.	[778, 60, 884, 69]
telegraphic-heading: TELEGRAPHIC.	[771, 784, 891, 801]
section-label: NEW BILL.	[994, 735, 1032, 745]
lively-item: Mr Moody referred to the portion of the report which stated that the foundation blocks which had slipped were supported on a sloping reef with bags of concrete. He was surprised to learn that bags of concrete had been used in the manner in laying the foundation of the Breakwater. It was the first time that he had been made aware of this method of construction, and he was not at all satisfied with it. Bags of concrete he submitted were scarcely a suitable foundation for such a work.	[564, 579, 732, 658]
council-item: A unanimous resolution was passed that the thanks of the Council be tendered to the Bank of New Zealand, for the satisfactory manner in which it had floated the Waterworks Loan.	[564, 1310, 732, 1346]
report-date: Christchurch, June 29, 1880.	[26, 758, 111, 768]
column-rule	[556, 34, 557, 1590]
notification-text: THE Merchants, Storekeepers, Professional Men, and others, of South Canterbury, are hereby informed that they can now have their SPECIALLY ORDERED ACCOUNT BOOKS MANUFACTURED IN TIMARU. These requiring Ledgers, Journals, Day Books, Cash Books, Sale Books, Monthly Balance Books, &c., &c., Ruled and Bound to Order, are invited to get their wants supplied at the Post Office Bookbinding Establishment, and thus avoid the inconvenience, delay, extra cost, &c., necessarily attending the execution of orders in other places.	[198, 995, 366, 1091]
dateline: PARIS, June 30.	[806, 973, 856, 983]
ross-text: May be CONSULTED at their LAND TRANSFER OFFICES, concerning matters of TRANSFER LEASE, Mortgage, Encumbrance, Power of Attorney, Declarations or Titles to Land.	[198, 280, 366, 316]
council-item: After a good deal of discussion the Council resolved to accept Mr LeCren's previous offer.	[564, 1281, 732, 1299]
liab-line: Capital account, 100,000 shares at 15s paid up 75,000 0 0	[18, 1053, 184, 1071]
city-text: Which by EXTENSIVE IMPROVEMENTS AND ALTERATIONS, Now in progress, in the carefully selected and choice stock, and the most unremitting attention, he intends to raise to the position of the LEADING HOTEL IN CHRISTCHURCH.	[205, 856, 359, 900]
thursday-label: THURSDAY, JULY 1.	[982, 725, 1044, 734]
liab-line: Appropriation for unadjusted losses 2,000 0 0	[26, 1104, 162, 1114]
council-item: Mr Machin's application on behalf of Mr Hibbord for a continuation of the building regulations was declined.	[564, 1505, 732, 1523]
council-heading: TIMARU BOROUGH COUNCIL.	[580, 974, 716, 984]
court-item: His Honor gave judgment for the full amount claimed, and costs in Moore v. Marcroft, and judgment for £70 and costs in Marcroft v. Moore.	[747, 81, 915, 108]
divider	[198, 170, 366, 174]
ledger-total: £18,058 16 1	[81, 475, 121, 485]
city-date: Christchurch, June 24, 1880.	[239, 965, 325, 975]
jesuits-heading: Expulsion of Jesuits.	[793, 962, 869, 972]
greek-heading: The Greek Question Settled.	[780, 1013, 882, 1023]
council-item: The Mayor said the Council had now, for the first time in the last few years, a balance in the Bank to their credit. Their position was now as follows:—Amount to credit of General Fund, £12 11s 3d; Deposit Account, £10 1s 1d; Special Loan Account, £1 18s 9d. The amount to debit of Waterworks Account was £7121 9s 5d. They had been paying £2000 a year interest for the last four years on their overdrawn account, but he hoped in future they would manage to keep on the credit side. The Mayor also stated that the amount available to the Works Committee for the ensuing twelve months would be £700, and of this amount nearly £400 had been authorised to be expended on certain streets greatly needing repair at the south end of the town. They would therefore have to exercise great care in disposing of the balance.	[564, 1706, 732, 1845]
district-court-heading: DISTRICT COURT.	[769, 40, 893, 55]
parl-text: To-day Sir W. Fox gave notice that he would move that the Education Act be amended so as to permit the reading of the Bible in public schools, subject to time table and conscience clause.	[930, 895, 1096, 931]
council-sub: THE BOROUGH POUND.	[607, 1385, 689, 1395]
column-rule	[739, 34, 740, 1590]
now-landing-ad: NOW LANDING, ex "OTAKI" and "MARLBOROUGH" — 31 CASES AND CRATES Earthenware, Glass, Ironmongery, Cutlery, Tinware, Brushware, Oilmen's Stores.	[198, 360, 366, 395]
pl-line: 29,765 18 9	[26, 819, 62, 829]
sailed-label: SAILED.	[88, 98, 114, 107]
council-item: A letter was read from Mr LeCren agent for Mr Mills, in reference to a resolution of the Council's passed at its last meeting, declining to bear half the cost of cutting water pipes to suggested by Mr LeCren. Mr LeCren now suggested that the council did not accept in a liberal offer and reminded the Council that it took two to make a contract, and that one contracting party could not break his agreement and expect the other to carry his out.	[564, 1201, 732, 1280]
pl-line: Balance 18,058 16 1	[26, 938, 87, 948]
coomson-text: E. COOMSON takes the opportunity of announcing to his numerous friends and the public generally his heartfelt appreciation of the exceedingly liberal patronage bestowed upon him through a long period at the Garrick, at Barrett's, and during the past twelve years at the Commercial Hotel. He has now much pleasure in intimating that he has ENTERED UPON A LONG LEASE of that old, centrally situated, and most popular house, the	[198, 762, 366, 841]
report-paragraph: The dividend, if sanctioned by the shareholders, will be payable at the Head Office immediately after the meeting, and at the branches on receipt of advices.	[18, 719, 184, 746]
news-heading: NEWS OF THE DAY.	[584, 195, 712, 211]
council-item: It was resolved that the rent be remitted and that the Works Committee be requested to examine the Pound and report to the Council on the improvements suggested by the Poundkeeper.	[564, 1458, 732, 1494]
